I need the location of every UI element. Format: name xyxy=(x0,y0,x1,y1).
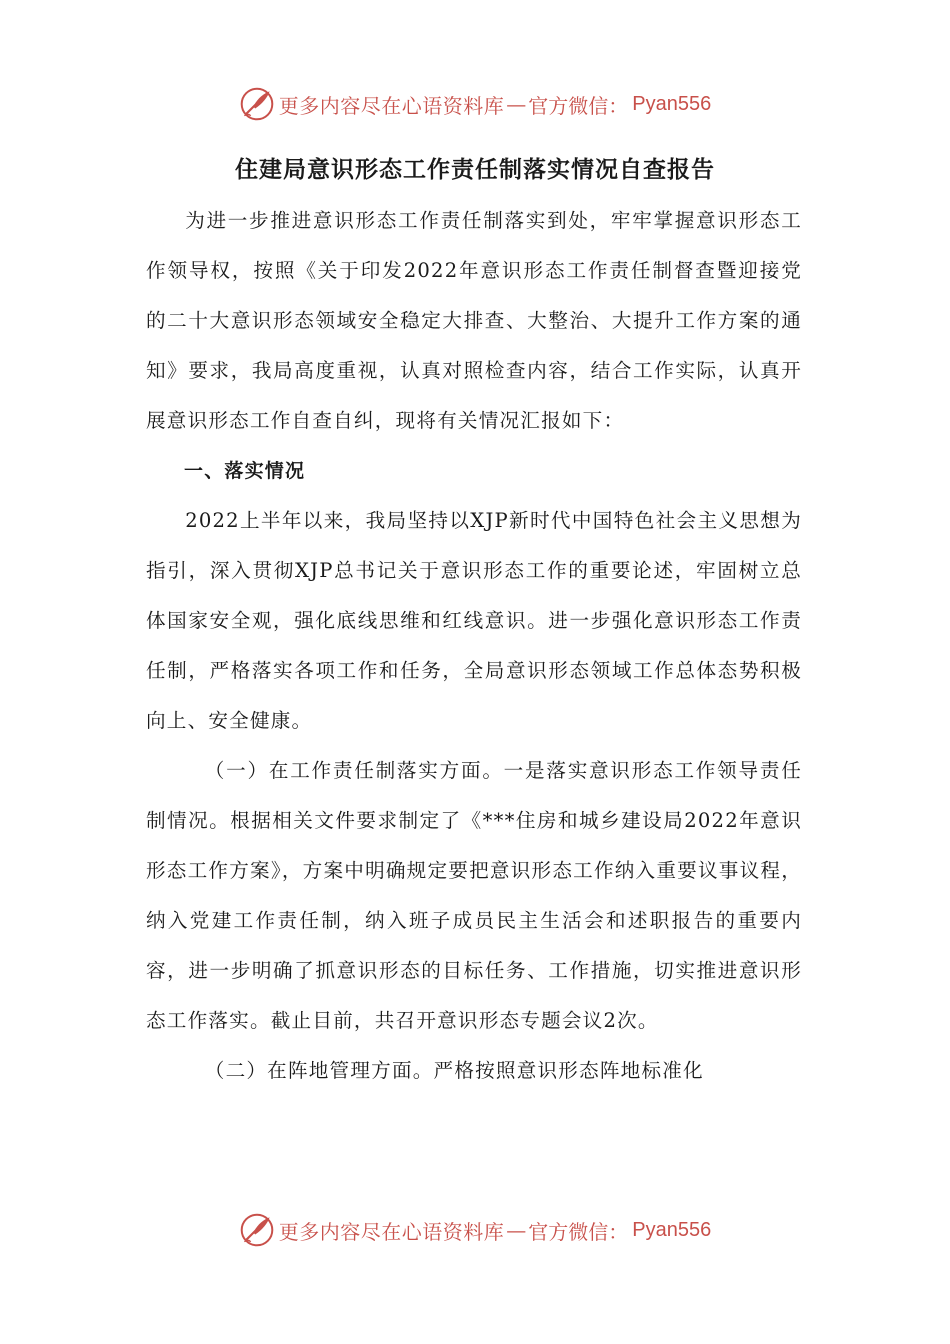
banner-dash: — xyxy=(506,92,527,116)
responsibility-paragraph: （一）在工作责任制落实方面。一是落实意识形态工作领导责任制情况。根据相关文件要求制定了《***住房和城乡建设局2022年意识形态工作方案》，方案中明确规定要把意识形态工作纳入重要议事议程，纳入党建工作责任制，纳入班子成员民主生活会和述职报告的重要内容，进一步明确了抓意识形态的目标任务、工作措施，切实推进意识形态工作落实。截止目前，共召开意识形态专题会议2次。 xyxy=(146,759,802,1032)
overview-paragraph: 2022上半年以来，我局坚持以XJP新时代中国特色社会主义思想为指引，深入贯彻XJP总书记关于意识形态工作的重要论述，牢固树立总体国家安全观，强化底线思维和红线意识。进一步强化意识形态工作责任制，严格落实各项工作和任务，全局意识形态领域工作总体态势积极向上、安全健康。 xyxy=(146,509,802,732)
banner-wechat-label: 官方微信： xyxy=(528,1219,629,1244)
header-watermark-banner xyxy=(0,84,950,124)
quill-pen-logo-icon xyxy=(239,86,275,122)
section-heading-implementation: 一、落实情况 xyxy=(184,460,306,482)
intro-paragraph: 为进一步推进意识形态工作责任制落实到处，牢牢掌握意识形态工作领导权，按照《关于印发2022年意识形态工作责任制督查暨迎接党的二十大意识形态领域安全稳定大排查、大整治、大提升工作方案的通知》要求，我局高度重视，认真对照检查内容，结合工作实际，认真开展意识形态工作自查自纠，现将有关情况汇报如下： xyxy=(146,209,802,432)
footer-watermark-banner xyxy=(0,1210,950,1250)
banner-main-text: 更多内容尽在心语资料库 xyxy=(278,93,505,118)
quill-pen-logo-icon xyxy=(239,1212,275,1248)
banner-dash: — xyxy=(506,1218,527,1242)
document-body xyxy=(146,196,802,1096)
banner-main-text: 更多内容尽在心语资料库 xyxy=(278,1219,505,1244)
position-management-paragraph: （二）在阵地管理方面。严格按照意识形态阵地标准化 xyxy=(204,1059,704,1082)
banner-wechat-label: 官方微信： xyxy=(528,93,629,118)
banner-wechat-id: Pyan556 xyxy=(632,1218,712,1241)
document-title: 住建局意识形态工作责任制落实情况自查报告 xyxy=(235,156,715,183)
banner-wechat-id: Pyan556 xyxy=(632,92,712,115)
